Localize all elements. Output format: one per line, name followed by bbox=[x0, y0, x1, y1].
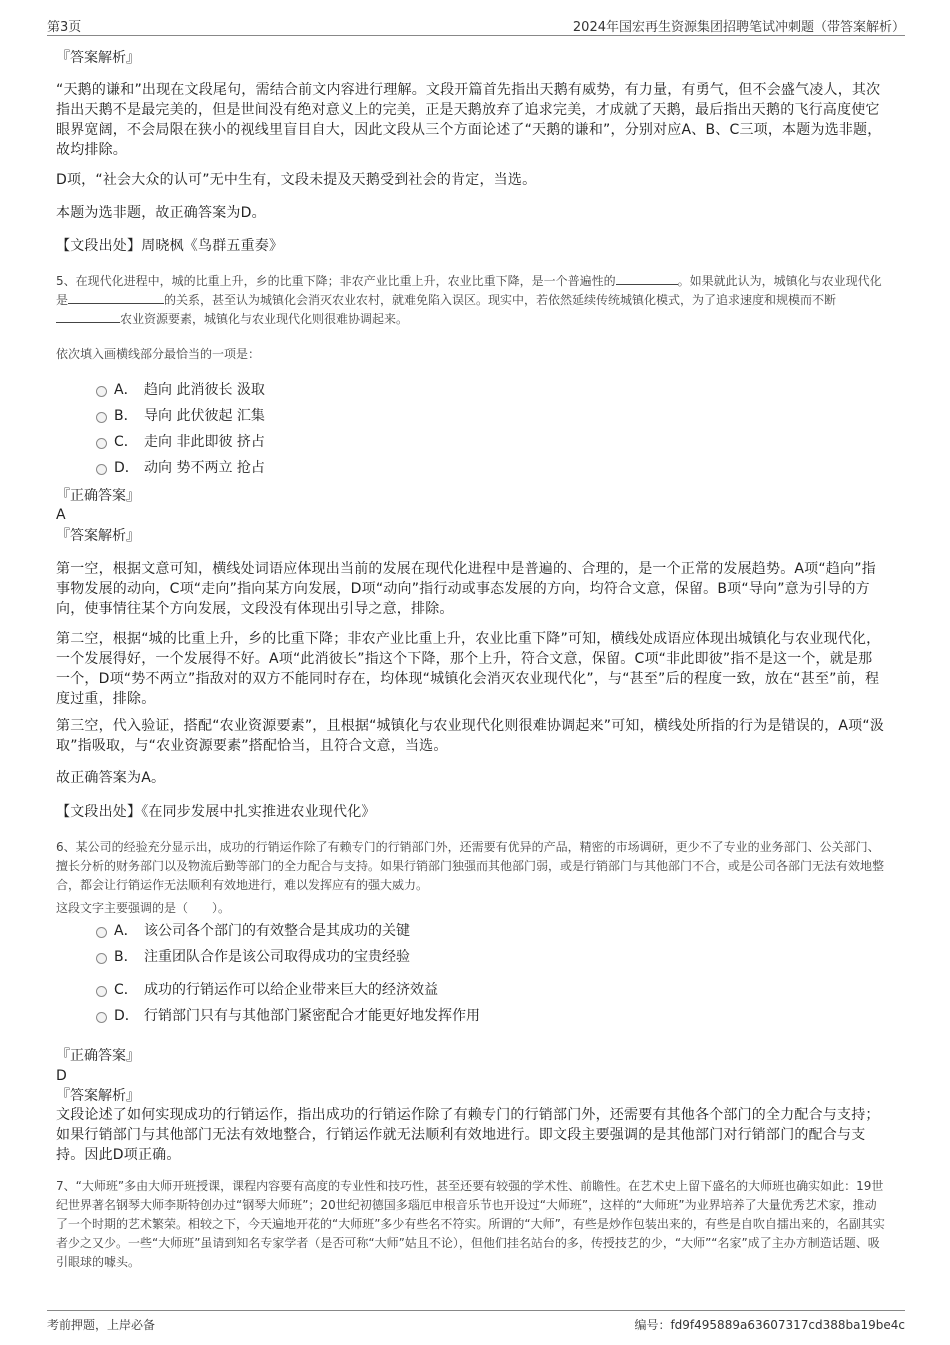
q5-analysis-para3: 第三空，代入验证，搭配“农业资源要素”，且根据“城镇化与农业现代化则很难协调起来”可知，横线处所指的行为是错误的，A项“汲取”指吸取，与“农业资源要素”搭配恰当，且符合文意，当选。 bbox=[56, 718, 885, 754]
q6-analysis: 文段论述了如何实现成功的行销运作，指出成功的行销运作除了有赖专门的行销部门外，还需要有其他各个部门的全力配合与支持；如果行销部门与其他部门无法有效地整合，行销运作就无法顺利有效地进行。即文段主要强调的是其他部门对行销部门的配合与支持。因此D项正确。 bbox=[56, 1107, 880, 1163]
q4-analysis-para2: D项，“社会大众的认可”无中生有，文段未提及天鹅受到社会的肯定，当选。 bbox=[56, 172, 537, 188]
document-code: 编号：fd9f495889a63607317cd388ba19be4c bbox=[634, 1318, 905, 1332]
option-text: 成功的行销运作可以给企业带来巨大的经济效益 bbox=[144, 982, 438, 998]
radio-icon[interactable] bbox=[96, 438, 107, 449]
option-text: 注重团队合作是该公司取得成功的宝贵经验 bbox=[144, 949, 410, 965]
q5-stem bbox=[56, 272, 886, 329]
page-footer bbox=[47, 1316, 905, 1332]
q7-stem: 7、“大师班”多由大师开班授课，课程内容要有高度的专业性和技巧性，甚至还要有较强的学术性、前瞻性。在艺术史上留下盛名的大师班也确实如此：19世纪世界著名钢琴大师李斯特创办过“钢琴大师班”；20世纪初德国多瑙厄申根音乐节也开设过“大师班”，这样的“大师班”为业界培养了大量优秀艺术家，推动了一个时期的艺术繁荣。相较之下，今天遍地开花的“大师班”多少有些名不符实。所谓的“大师”，有些是炒作包装出来的，有些是自吹自擂出来的，名副其实者少之又少。一些“大师班”虽请到知名专家学者（是否可称“大师”姑且不论），但他们挂名站台的多，传授技艺的少，“大师”“名家”成了主办方制造话题、吸引眼球的噱头。 bbox=[56, 1179, 885, 1269]
radio-icon[interactable] bbox=[96, 412, 107, 423]
footer-divider bbox=[47, 1310, 905, 1311]
radio-icon[interactable] bbox=[96, 953, 107, 964]
q5-analysis-para2: 第二空，根据“城的比重上升，乡的比重下降；非农产业比重上升，农业比重下降”可知，横线处成语应体现出城镇化与农业现代化，一个发展得好，一个发展得不好。A项“此消彼长”指这个下降，那个上升，符合文意，保留。C项“非此即彼”指不是这一个，就是那一个，D项“势不两立”指敌对的双方不能同时存在，均体现“城镇化会消灭农业现代化”，与“甚至”后的程度一致，放在“甚至”前，程度过重，排除。 bbox=[56, 631, 881, 707]
option-letter: A． bbox=[114, 923, 138, 939]
option-letter: B． bbox=[114, 408, 138, 424]
q5-stem-part2: 。如果就此认为，城镇化与农业现代化是 bbox=[56, 274, 882, 307]
q4-analysis-para3: 本题为选非题，故正确答案为D。 bbox=[56, 205, 266, 221]
q5-analysis-para4: 故正确答案为A。 bbox=[56, 770, 166, 786]
q5-blank-1 bbox=[616, 272, 678, 285]
q5-stem-part1: 5、在现代化进程中，城的比重上升，乡的比重下降；非农产业比重上升，农业比重下降，是一个普遍性的 bbox=[56, 274, 616, 288]
header-divider bbox=[47, 35, 905, 36]
page-header bbox=[47, 16, 905, 34]
radio-icon[interactable] bbox=[96, 386, 107, 397]
q6-option-b[interactable] bbox=[96, 946, 696, 968]
q6-prompt: 这段文字主要强调的是（ ）。 bbox=[56, 901, 231, 915]
q6-analysis-label: 『答案解析』 bbox=[56, 1088, 140, 1104]
radio-icon[interactable] bbox=[96, 986, 107, 997]
footer-slogan: 考前押题，上岸必备 bbox=[47, 1318, 156, 1332]
q5-stem-part4: 农业资源要素，城镇化与农业现代化则很难协调起来。 bbox=[120, 312, 409, 326]
q5-analysis-label: 『答案解析』 bbox=[56, 528, 140, 544]
option-text: 趋向 此消彼长 汲取 bbox=[144, 382, 265, 398]
page-number: 第3页 bbox=[47, 20, 82, 35]
option-text: 行销部门只有与其他部门紧密配合才能更好地发挥作用 bbox=[144, 1008, 480, 1024]
option-text: 导向 此伏彼起 汇集 bbox=[144, 408, 265, 424]
q6-stem: 6、某公司的经验充分显示出，成功的行销运作除了有赖专门的行销部门外，还需要有优异的产品，精密的市场调研，更少不了专业的业务部门、公关部门、擅长分析的财务部门以及物流后勤等部门的全力配合与支持。如果行销部门独强而其他部门弱，或是行销部门与其他部门不合，或是公司各部门无法有效地整合，都会让行销运作无法顺利有效地进行，难以发挥应有的强大威力。 bbox=[56, 840, 885, 892]
option-letter: C． bbox=[114, 982, 138, 998]
q5-correct-label: 『正确答案』 bbox=[56, 488, 140, 504]
q5-stem-part3: 的关系，甚至认为城镇化会消灭农业农村，就难免陷入误区。现实中，若依然延续传统城镇化模式，为了追求速度和规模而不断 bbox=[164, 293, 837, 307]
option-letter: D． bbox=[114, 460, 139, 476]
q4-analysis-para1: “天鹅的谦和”出现在文段尾句，需结合前文内容进行理解。文段开篇首先指出天鹅有威势，有力量，有勇气，但不会盛气凌人，其次指出天鹅不是最完美的，但是世间没有绝对意义上的完美，正是天鹅放弃了追求完美，才成就了天鹅，最后指出天鹅的飞行高度使它眼界宽阔，不会局限在狭小的视线里盲目自大，因此文段从三个方面论述了“天鹅的谦和”，分别对应A、B、C三项，本题为选非题，故均排除。 bbox=[56, 82, 882, 158]
q6-option-c[interactable] bbox=[96, 979, 696, 1001]
document-title: 2024年国宏再生资源集团招聘笔试冲刺题（带答案解析） bbox=[572, 20, 905, 35]
q6-correct-answer: D bbox=[56, 1068, 67, 1084]
q5-option-b[interactable] bbox=[96, 405, 696, 427]
q5-blank-2 bbox=[68, 291, 164, 304]
q4-analysis-label: 『答案解析』 bbox=[56, 50, 140, 66]
q5-option-a[interactable] bbox=[96, 379, 696, 401]
q6-option-a[interactable] bbox=[96, 920, 696, 942]
option-letter: C． bbox=[114, 434, 138, 450]
q5-correct-answer: A bbox=[56, 507, 66, 523]
radio-icon[interactable] bbox=[96, 464, 107, 475]
option-letter: B． bbox=[114, 949, 138, 965]
q5-blank-3 bbox=[56, 310, 120, 323]
q6-option-d[interactable] bbox=[96, 1005, 696, 1027]
option-letter: D． bbox=[114, 1008, 139, 1024]
option-text: 动向 势不两立 抢占 bbox=[144, 460, 265, 476]
q5-analysis-para1: 第一空，根据文意可知，横线处词语应体现出当前的发展在现代化进程中是普遍的、合理的，是一个正常的发展趋势。A项“趋向”指事物发展的动向，C项“走向”指向某方向发展，D项“动向”指行动或事态发展的方向，均符合文意，保留。B项“导向”意为引导的方向，使事情往某个方向发展，文段没有体现出引导之意，排除。 bbox=[56, 561, 876, 617]
q5-prompt: 依次填入画横线部分最恰当的一项是： bbox=[56, 347, 261, 361]
radio-icon[interactable] bbox=[96, 1012, 107, 1023]
option-text: 走向 非此即彼 挤占 bbox=[144, 434, 265, 450]
q6-correct-label: 『正确答案』 bbox=[56, 1048, 140, 1064]
q4-source: 【文段出处】周晓枫《鸟群五重奏》 bbox=[56, 238, 284, 254]
option-text: 该公司各个部门的有效整合是其成功的关键 bbox=[144, 923, 410, 939]
q5-source: 【文段出处】《在同步发展中扎实推进农业现代化》 bbox=[56, 804, 376, 820]
radio-icon[interactable] bbox=[96, 927, 107, 938]
option-letter: A． bbox=[114, 382, 138, 398]
q5-option-c[interactable] bbox=[96, 431, 696, 453]
q5-option-d[interactable] bbox=[96, 457, 696, 479]
